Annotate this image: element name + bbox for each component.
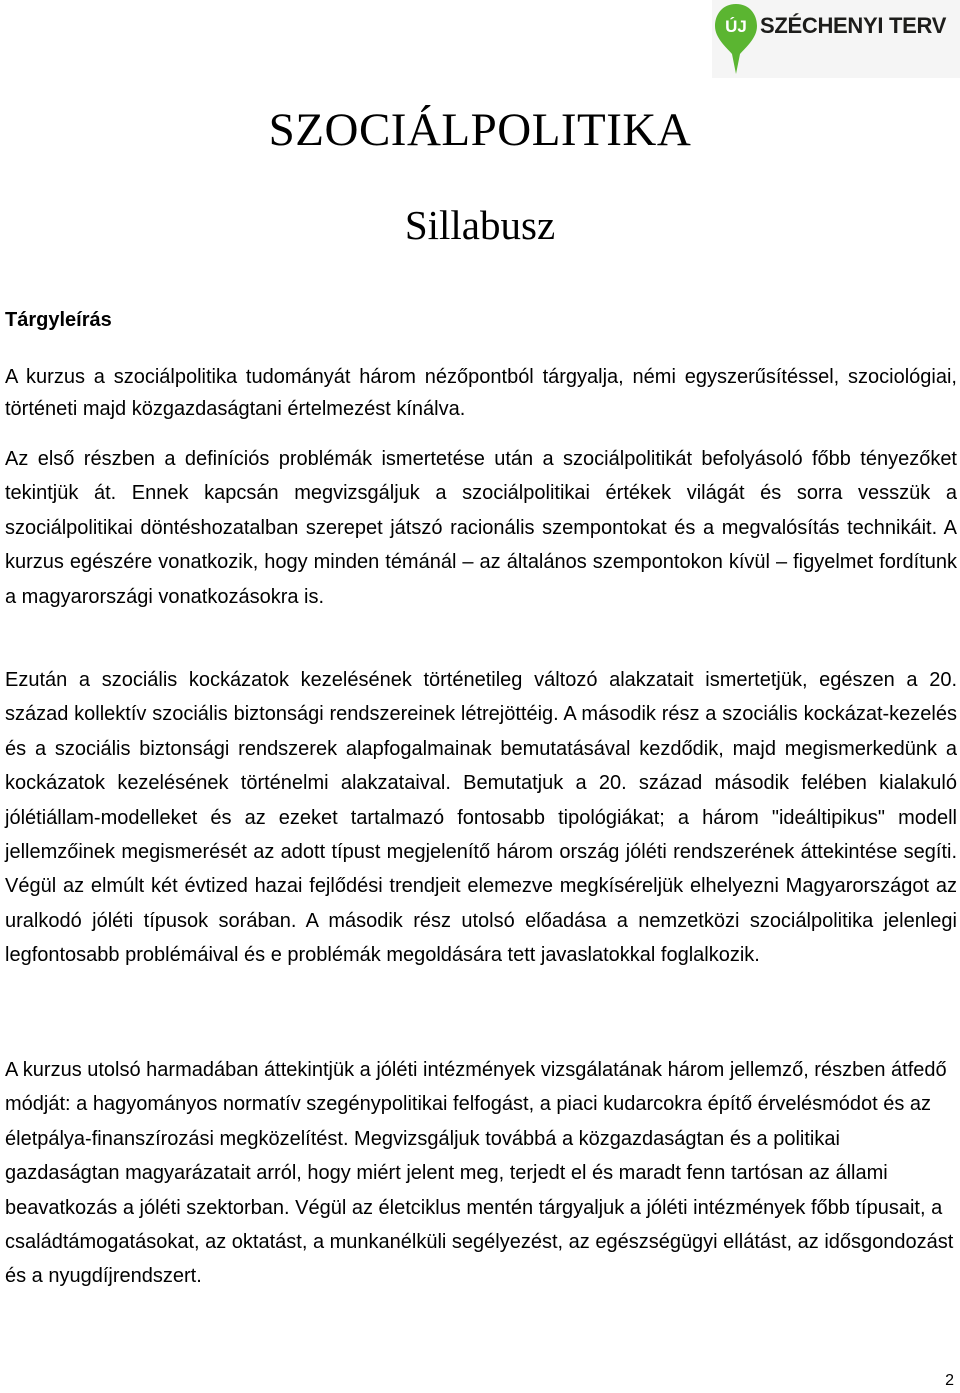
document-title: SZOCIÁLPOLITIKA (268, 104, 692, 156)
document-subtitle: Sillabusz (404, 202, 556, 248)
section-heading: Tárgyleírás (5, 309, 112, 331)
paragraph: Az első részben a definíciós problémák ismertetése után a szociálpolitikát befolyásoló főbb tényezőket tekintjük át. Ennek kapcsán megvizsgáljuk a szociálpolitikai értékek világát és sorra vesszük a szociálpolitikai döntéshozatalban szerepet játszó racionális szempontokat és a megvalósítás technikáit. A kurzus egészére vonatkozik, hogy minden témánál – az általános szempontokon kívül – figyelmet fordítunk a magyarországi vonatkozásokra is. (5, 448, 957, 608)
page-number: 2 (945, 1372, 954, 1389)
logo-small-text: ÚJ (725, 17, 747, 36)
paragraph: Ezután a szociális kockázatok kezelésének történetileg változó alakzatait ismertetjük, egészen a 20. század kollektív szociális biztonsági rendszereinek létrejöttéig. A második rész a szociális kockázat-kezelés és a szociális biztonsági rendszerek alapfogalmainak bemutatásával kezdődik, majd megismerkedünk a kockázatok kezelésének történelmi alakzataival. Bemutatjuk a 20. század második felében kialakuló jólétiállam-modelleket és az ezeket tartalmazó fontosabb tipológiákat; a három "ideáltipikus" modell jellemzőinek megismerését az adott típust megjelenítő három ország jóléti rendszerének áttekintése segíti. Végül az elmúlt két évtized hazai fejlődési trendjeit elemezve megkíséreljük elhelyezni Magyarországot az uralkodó jóléti típusok sorában. A második rész utolsó előadása a nemzetközi szociálpolitika jelenlegi legfontosabb problémáival és e problémák megoldására tett javaslatokkal foglalkozik. (5, 669, 957, 967)
location-pin-icon (712, 0, 762, 78)
logo-brand-text: SZÉCHENYI TERV (760, 13, 947, 38)
szechenyi-terv-logo (712, 0, 960, 78)
paragraph: A kurzus a szociálpolitika tudományát három nézőpontból tárgyalja, némi egyszerűsítéssel, szociológiai, történeti majd közgazdaságtani értelmezést kínálva. (5, 366, 957, 420)
paragraph: A kurzus utolsó harmadában áttekintjük a jóléti intézmények vizsgálatának három jellemző, részben átfedő módját: a hagyományos normatív szegénypolitikai felfogást, a piaci kudarcokra építő érvelésmódot és az életpálya-finanszírozási megközelítést. Megvizsgáljuk továbbá a közgazdaságtan és a politikai gazdaságtan magyarázatait arról, hogy miért jelent meg, terjedt el és maradt fenn tartósan az állami beavatkozás a jóléti szektorban. Végül az életciklus mentén tárgyaljuk a jóléti intézmények főbb típusait, a családtámogatásokat, az oktatást, a munkanélküli segélyezést, az egészségügyi ellátást, az idősgondozást és a nyugdíjrendszert. (5, 1059, 954, 1288)
